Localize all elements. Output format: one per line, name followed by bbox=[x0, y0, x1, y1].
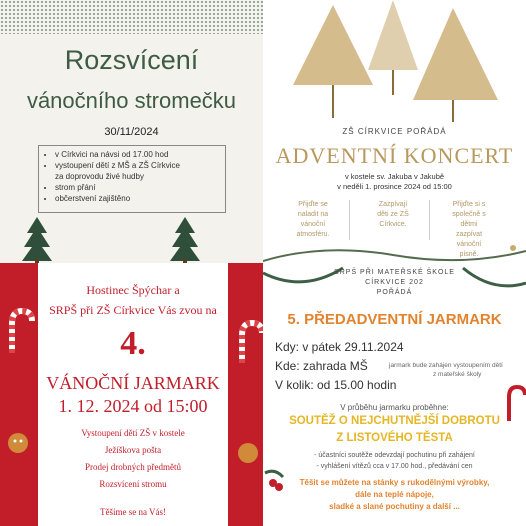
list-item: • občerstvení zajištěno bbox=[55, 193, 225, 204]
poster-subtitle: vánočního stromečku bbox=[26, 88, 237, 113]
poster-datetime: 1. 12. 2024 od 15:00 bbox=[58, 396, 208, 416]
location-line: v kostele sv. Jakuba v Jakubě bbox=[344, 172, 445, 181]
where-line: Kde: zahrada MŠ bbox=[275, 359, 368, 373]
text-line: naladit na bbox=[297, 211, 329, 218]
closing-line: Těšit se můžete na stánky s rukodělnými výrobky, bbox=[299, 478, 490, 487]
fir-branch-icon bbox=[263, 233, 526, 263]
candy-cane-icon bbox=[499, 383, 526, 423]
organizer-line: SRPŠ PŘI MATEŘSKÉ ŠKOLE bbox=[334, 269, 455, 276]
closing-line: dále na teplé nápoje, bbox=[355, 490, 434, 499]
list-item-continuation: za doprovodu živé hudby bbox=[55, 172, 144, 181]
when-line: Kdy: v pátek 29.11.2024 bbox=[275, 340, 404, 354]
dotted-pattern-top bbox=[0, 0, 263, 34]
program-item: Vystoupení dětí ZŠ v kostele bbox=[81, 428, 185, 438]
datetime-line: v neděli 1. prosince 2024 od 15:00 bbox=[337, 182, 452, 191]
poster-pre-advent-market bbox=[263, 263, 526, 526]
contest-title: SOUTĚŽ O NEJCHUTNĚJŠÍ DOBROTU bbox=[289, 415, 500, 427]
poster-title: 5. PŘEDADVENTNÍ JARMARK bbox=[287, 311, 502, 328]
text-line: vánoční bbox=[456, 241, 482, 248]
holly-icon bbox=[263, 463, 293, 503]
pine-tree-icon bbox=[170, 215, 200, 263]
text-line: společně s bbox=[452, 211, 486, 218]
text-line: vánoční bbox=[300, 221, 326, 228]
contest-note: - vyhlášení vítězů cca v 17.00 hod., předávání cen bbox=[316, 463, 473, 470]
text-line: Církvice. bbox=[379, 221, 407, 228]
edition-number: 4. bbox=[120, 325, 146, 362]
intro-line: SRPŠ při ZŠ Církvice Vás zvou na bbox=[49, 303, 217, 317]
organizer-header: ZŠ CÍRKVICE POŘÁDÁ bbox=[342, 127, 447, 136]
program-item: Prodej drobných předmětů bbox=[85, 462, 181, 472]
contest-note: - účastníci soutěže odevzdají pochutinu při zahájení bbox=[314, 452, 475, 459]
program-item: Rozsvícení stromu bbox=[99, 479, 167, 489]
note-line: jarmark bude zahájen vystoupením dětí bbox=[389, 362, 503, 369]
details-box bbox=[38, 145, 226, 213]
list-item: • strom přání bbox=[55, 182, 225, 193]
poster-title: VÁNOČNÍ JARMARK bbox=[46, 373, 220, 393]
intro-line: Hostinec Špýchar a bbox=[86, 283, 180, 297]
footer-text: Těšíme se na Vás! bbox=[99, 507, 167, 517]
text-line: děti ze ZŠ bbox=[377, 211, 409, 218]
golden-trees-icon bbox=[263, 0, 526, 125]
closing-line: sladké a slané pochutiny a další ... bbox=[329, 502, 460, 511]
text-line: atmosféru. bbox=[296, 231, 330, 238]
poster-date: 30/11/2024 bbox=[104, 126, 159, 138]
organizer-line: POŘÁDÁ bbox=[376, 289, 413, 296]
candy-cane-icon bbox=[228, 263, 263, 526]
contest-title: Z LISTOVÉHO TĚSTA bbox=[336, 432, 453, 444]
text-line: písně. bbox=[459, 251, 479, 258]
text-line: zazpívat bbox=[455, 231, 483, 238]
poster-christmas-market bbox=[0, 263, 263, 526]
poster-advent-concert bbox=[263, 0, 526, 263]
text-line: Přijďte se bbox=[298, 201, 328, 208]
poster-tree-lighting bbox=[0, 0, 263, 263]
organizer-line: CÍRKVICE 202 bbox=[365, 279, 424, 286]
time-line: V kolik: od 15.00 hodin bbox=[275, 378, 397, 392]
poster-title: Rozsvícení bbox=[64, 45, 199, 75]
candy-cane-icon bbox=[0, 263, 38, 526]
text-line: Zazpívají bbox=[378, 201, 408, 208]
program-item: Ježíškova pošta bbox=[104, 445, 162, 455]
note-line: z mateřské školy bbox=[433, 371, 482, 378]
text-line: dětmi bbox=[460, 221, 478, 228]
pine-tree-icon bbox=[22, 215, 52, 263]
list-item: • v Církvici na návsi od 17.00 hod bbox=[55, 149, 225, 160]
text-line: Přijďte si s bbox=[452, 201, 486, 208]
during-line: V průběhu jarmarku proběhne: bbox=[340, 403, 449, 412]
poster-title: ADVENTNÍ KONCERT bbox=[275, 143, 514, 168]
list-item: • vystoupení dětí z MŠ a ZŠ Církvice bbox=[55, 160, 225, 171]
info-column bbox=[363, 200, 423, 230]
